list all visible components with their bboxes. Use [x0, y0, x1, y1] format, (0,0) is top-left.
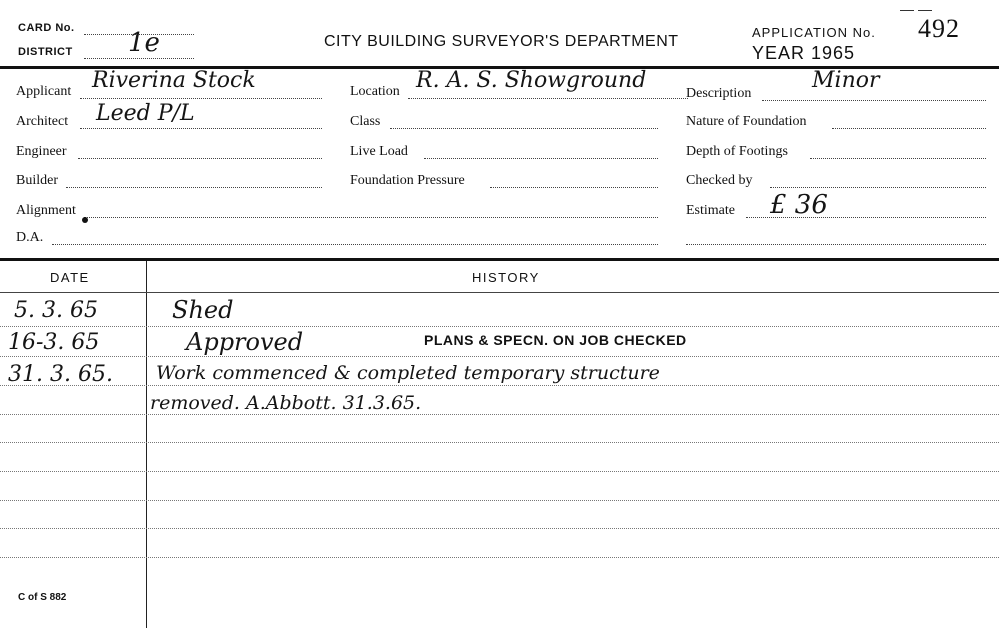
- foundation-pressure-line: [490, 187, 658, 188]
- foundation-pressure-label: Foundation Pressure: [350, 173, 465, 188]
- history-text: Shed: [172, 296, 234, 324]
- application-no-label: APPLICATION No.: [752, 25, 876, 40]
- row-line: [0, 500, 999, 501]
- engineer-line: [78, 158, 322, 159]
- live-load-label: Live Load: [350, 144, 408, 159]
- row-line: [0, 356, 999, 357]
- engineer-label: Engineer: [16, 144, 67, 159]
- alignment-label: Alignment: [16, 203, 76, 218]
- history-header: HISTORY: [472, 270, 540, 285]
- da-line: [52, 244, 658, 245]
- depth-of-footings-label: Depth of Footings: [686, 144, 788, 159]
- da-label: D.A.: [16, 230, 44, 245]
- history-text: Work commenced & completed temporary structure: [156, 362, 660, 384]
- nature-of-foundation-line: [832, 128, 986, 129]
- column-divider: [146, 261, 147, 628]
- date-header: DATE: [50, 270, 90, 285]
- card-no-label: CARD No.: [18, 22, 75, 34]
- header-tick-2: [918, 10, 932, 11]
- live-load-line: [424, 158, 658, 159]
- district-value: 1e: [128, 28, 160, 58]
- row-line: [0, 528, 999, 529]
- row-line: [0, 471, 999, 472]
- application-no-value: 492: [918, 14, 960, 43]
- class-line: [390, 128, 658, 129]
- applicant-label: Applicant: [16, 84, 72, 99]
- location-line: [408, 98, 688, 99]
- row-line: [0, 326, 999, 327]
- history-text: Approved: [186, 328, 304, 356]
- row-line: [0, 442, 999, 443]
- architect-value: Leed P/L: [96, 101, 195, 126]
- ink-dot: [82, 217, 88, 223]
- description-label: Description: [686, 86, 752, 101]
- architect-label: Architect: [16, 114, 69, 129]
- history-date: 16-3. 65: [8, 330, 100, 355]
- district-line: [84, 58, 194, 59]
- checked-by-line: [770, 187, 986, 188]
- depth-of-footings-line: [810, 158, 986, 159]
- row-line: [0, 557, 999, 558]
- builder-line: [66, 187, 322, 188]
- header-tick: [900, 10, 914, 11]
- row-line: [0, 414, 999, 415]
- alignment-line: [84, 217, 658, 218]
- right-extra-line: [686, 244, 986, 245]
- applicant-line: [80, 98, 322, 99]
- history-date: 5. 3. 65: [14, 298, 98, 323]
- district-label: DISTRICT: [18, 46, 73, 58]
- class-label: Class: [350, 114, 381, 129]
- checked-by-label: Checked by: [686, 173, 753, 188]
- history-date: 31. 3. 65.: [8, 362, 113, 387]
- architect-line: [80, 128, 322, 129]
- nature-of-foundation-label: Nature of Foundation: [686, 114, 807, 129]
- estimate-value: £ 36: [770, 190, 828, 220]
- applicant-value: Riverina Stock: [92, 68, 256, 93]
- builder-label: Builder: [16, 173, 58, 188]
- department-title: CITY BUILDING SURVEYOR'S DEPARTMENT: [324, 33, 679, 50]
- form-code: C of S 882: [18, 592, 67, 603]
- plans-checked-stamp: PLANS & SPECN. ON JOB CHECKED: [424, 332, 687, 348]
- location-label: Location: [350, 84, 400, 99]
- history-text: removed. A.Abbott. 31.3.65.: [150, 392, 422, 414]
- history-top-rule: [0, 258, 999, 261]
- estimate-label: Estimate: [686, 203, 735, 218]
- description-value: Minor: [812, 68, 880, 93]
- header-divider: [0, 292, 999, 293]
- description-line: [762, 100, 986, 101]
- year-label: YEAR 1965: [752, 43, 856, 63]
- row-line: [0, 385, 999, 386]
- location-value: R. A. S. Showground: [416, 68, 647, 93]
